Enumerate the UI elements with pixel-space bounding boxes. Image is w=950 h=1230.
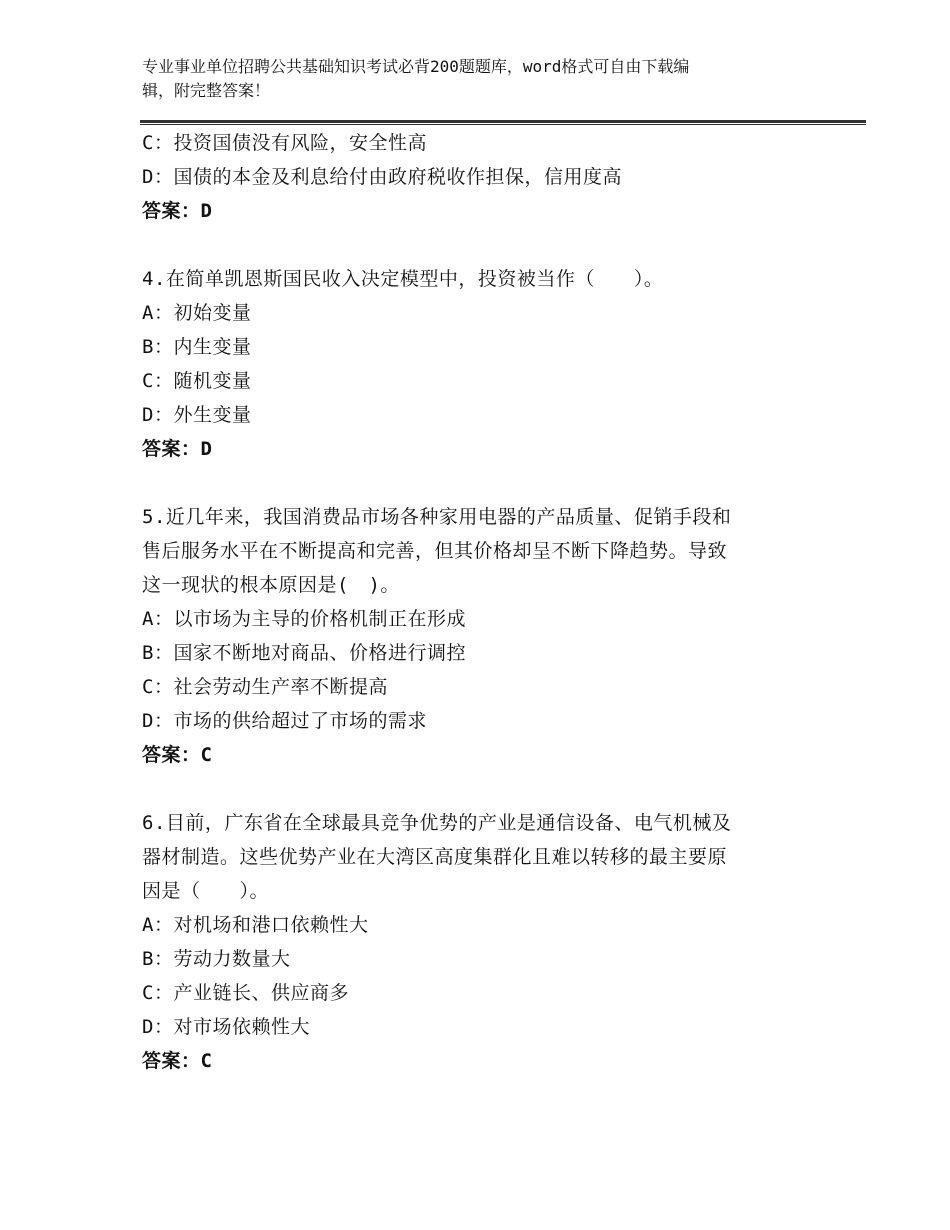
question-content (142, 126, 802, 1078)
question-stem-line: 因是（ ）。 (142, 880, 270, 902)
spacer (142, 466, 802, 500)
option-d: D：对市场依赖性大 (142, 1016, 310, 1038)
q3-option-c: C：投资国债没有风险，安全性高 (142, 132, 427, 154)
q3-option-d: D：国债的本金及利息给付由政府税收作担保，信用度高 (142, 166, 622, 188)
option-d: D：外生变量 (142, 404, 252, 426)
question-stem-line: 器材制造。这些优势产业在大湾区高度集群化且难以转移的最主要原 (142, 846, 728, 868)
answer: 答案：C (142, 1050, 213, 1072)
question-stem-line: 5.近几年来，我国消费品市场各种家用电器的产品质量、促销手段和 (142, 506, 732, 528)
answer: 答案：D (142, 438, 213, 460)
header-line-2: 辑，附完整答案！ (142, 81, 271, 100)
option-b: B：劳动力数量大 (142, 948, 291, 970)
option-c: C：随机变量 (142, 370, 252, 392)
question-block (142, 262, 802, 466)
spacer (142, 228, 802, 262)
answer: 答案：C (142, 744, 213, 766)
q3-answer: 答案：D (142, 200, 213, 222)
question-stem-line: 售后服务水平在不断提高和完善，但其价格却呈不断下降趋势。导致 (142, 540, 728, 562)
question-stem-line: 6.目前，广东省在全球最具竞争优势的产业是通信设备、电气机械及 (142, 812, 732, 834)
option-a: A：以市场为主导的价格机制正在形成 (142, 608, 466, 630)
spacer (142, 772, 802, 806)
question-stem-line: 这一现状的根本原因是( )。 (142, 574, 400, 596)
option-a: A：对机场和港口依赖性大 (142, 914, 369, 936)
question-block (142, 806, 802, 1078)
header-line-1: 专业事业单位招聘公共基础知识考试必背200题题库，word格式可自由下载编 (142, 57, 690, 76)
header-divider (140, 120, 866, 125)
option-a: A：初始变量 (142, 302, 252, 324)
question-stem-line: 4.在简单凯恩斯国民收入决定模型中，投资被当作（ ）。 (142, 268, 664, 290)
option-b: B：内生变量 (142, 336, 252, 358)
page-header (142, 55, 802, 103)
option-d: D：市场的供给超过了市场的需求 (142, 710, 427, 732)
option-c: C：产业链长、供应商多 (142, 982, 349, 1004)
option-b: B：国家不断地对商品、价格进行调控 (142, 642, 466, 664)
option-c: C：社会劳动生产率不断提高 (142, 676, 388, 698)
question-block (142, 500, 802, 772)
